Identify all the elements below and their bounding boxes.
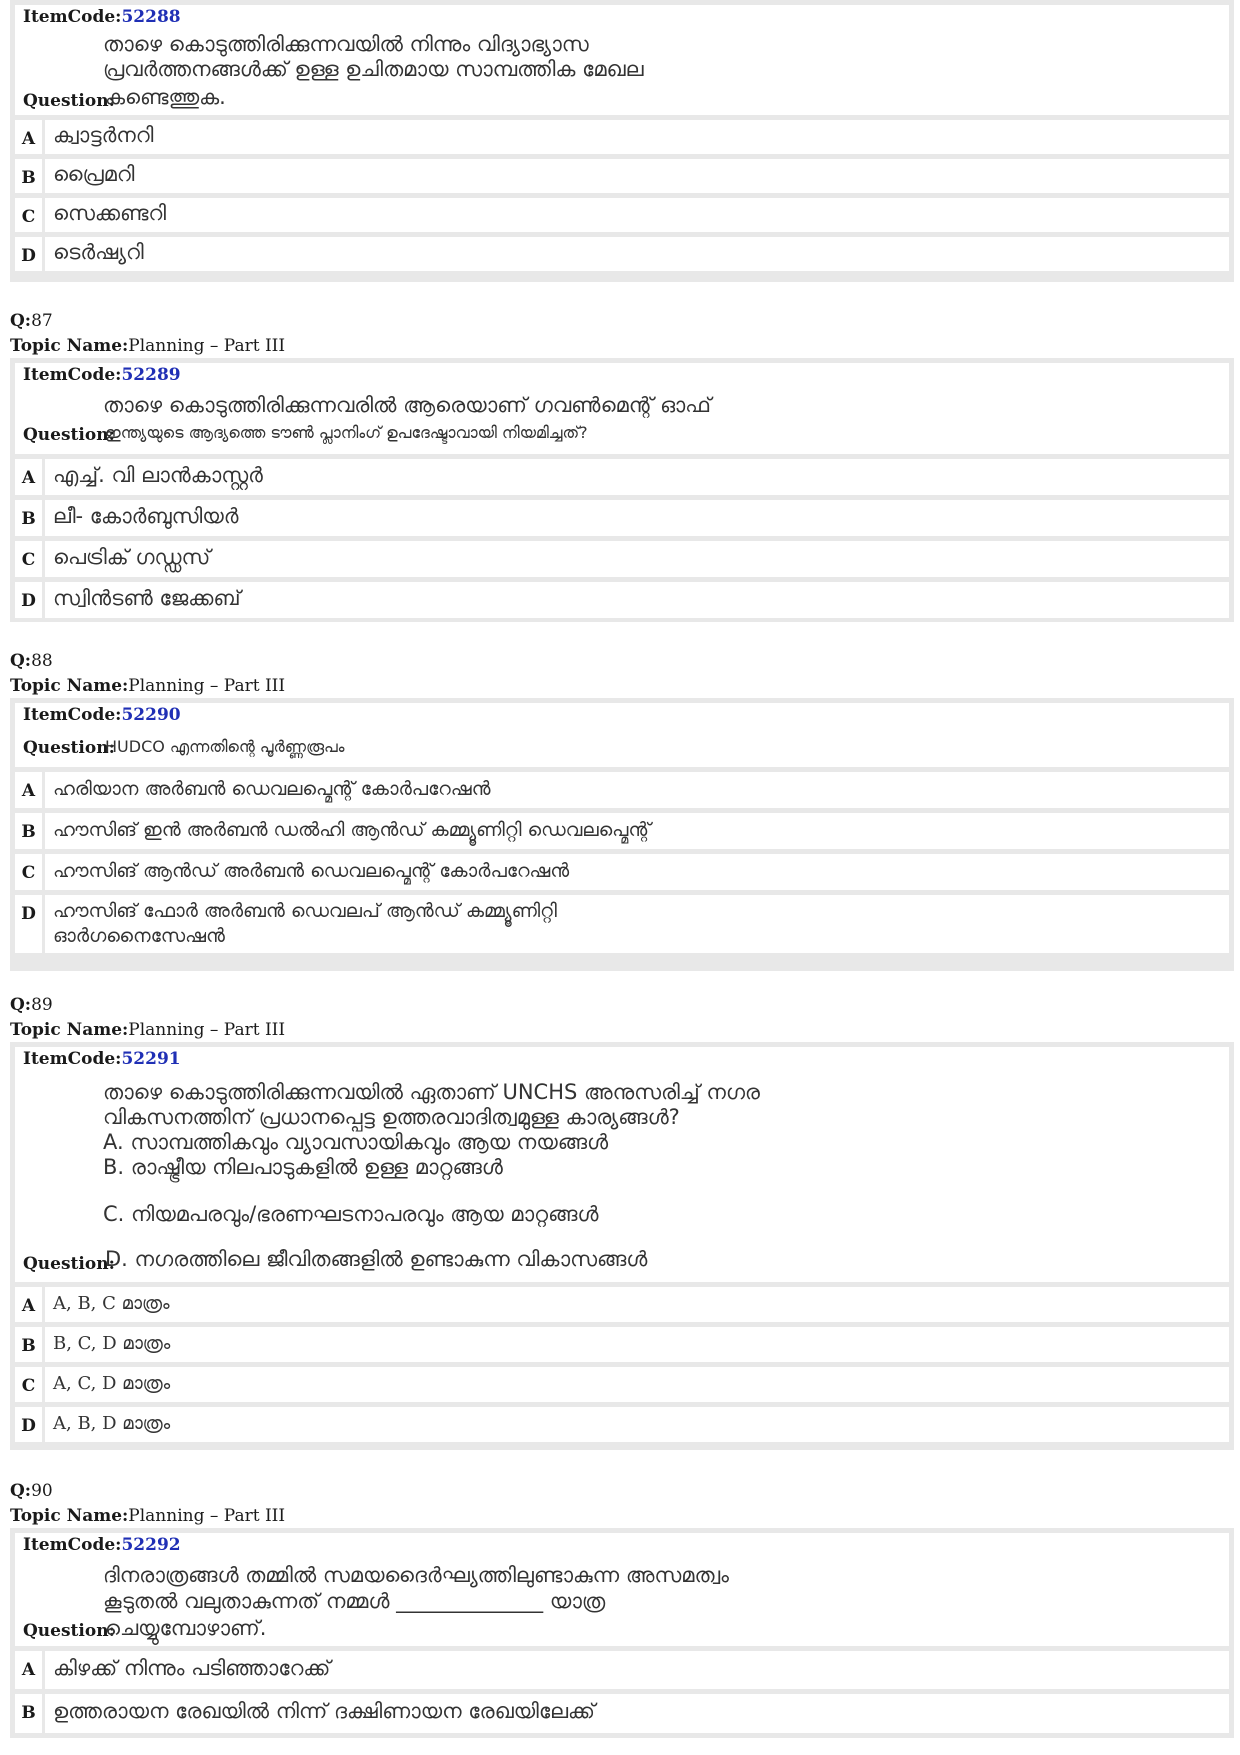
question-number: Q:89 (10, 995, 53, 1015)
topic-name: Topic Name:Planning – Part III (10, 1020, 286, 1040)
question-label: Question: (23, 425, 115, 445)
option-row[interactable] (15, 500, 1229, 536)
option-text: A, C, D മാത്രം (53, 1373, 171, 1394)
option-text: B, C, D മാത്രം (53, 1333, 171, 1354)
option-text: A, B, C മാത്രം (53, 1293, 170, 1314)
option-letter: A (15, 459, 45, 495)
option-text: ടെർഷ്യറി (53, 240, 144, 264)
option-row[interactable] (15, 120, 1229, 154)
option-row[interactable] (15, 582, 1229, 618)
item-code: ItemCode:52290 (23, 705, 181, 725)
question-line: HUDCO എന്നതിന്റെ പൂർണ്ണരൂപം (105, 737, 345, 756)
option-text: കിഴക്ക് നിന്നും പടിഞ്ഞാറേക്ക് (53, 1656, 331, 1680)
option-letter: A (15, 1651, 45, 1689)
question-line: A. സാമ്പത്തികവും വ്യാവസായികവും ആയ നയങ്ങൾ (103, 1130, 609, 1154)
question-line: താഴെ കൊടുത്തിരിക്കുന്നവരിൽ ആരെയാണ് ഗവൺമെന്റ് ഓഫ് (103, 393, 712, 417)
option-text: പെട്രിക് ഗഡ്ഡസ് (53, 545, 211, 569)
option-text: ഹൗസിങ് ഇൻ അർബൻ ഡൽഹി ആൻഡ് കമ്മ്യൂണിറ്റി ഡെവലപ്മെന്റ് (53, 819, 651, 841)
question-line: കണ്ടെത്തുക. (105, 85, 226, 109)
option-letter: B (15, 1327, 45, 1362)
question-card (10, 1042, 1234, 1450)
option-text-continued: ഓർഗനൈസേഷൻ (53, 925, 225, 947)
item-code: ItemCode:52292 (23, 1535, 181, 1555)
question-line: കൂടുതൽ വലുതാകുന്നത് നമ്മൾ ______________ യാത്ര (103, 1589, 606, 1613)
topic-name: Topic Name:Planning – Part III (10, 336, 286, 356)
option-letter: A (15, 120, 45, 154)
option-row[interactable] (15, 1327, 1229, 1362)
question-card (10, 1528, 1234, 1738)
option-text: ലീ- കോർബുസിയർ (53, 504, 239, 528)
question-line: ഇന്ത്യയുടെ ആദ്യത്തെ ടൗൺ പ്ലാനിംഗ് ഉപദേഷ്ടാവായി നിയമിച്ചത്? (105, 423, 588, 442)
question-line: C. നിയമപരവും/ഭരണഘടനാപരവും ആയ മാറ്റങ്ങൾ (103, 1202, 599, 1226)
option-letter: B (15, 813, 45, 849)
option-row[interactable] (15, 895, 1229, 953)
option-row[interactable] (15, 1407, 1229, 1442)
option-letter: C (15, 854, 45, 890)
question-line: ചെയ്യുമ്പോഴാണ്. (105, 1616, 267, 1640)
option-letter: D (15, 237, 45, 271)
question-card (10, 0, 1234, 282)
option-text: സെക്കണ്ടറി (53, 201, 167, 225)
option-letter: C (15, 541, 45, 577)
item-code: ItemCode:52289 (23, 365, 181, 385)
topic-name: Topic Name:Planning – Part III (10, 1506, 286, 1526)
question-line: B. രാഷ്ട്രീയ നിലപാടുകളിൽ ഉള്ള മാറ്റങ്ങൾ (103, 1155, 503, 1179)
option-letter: B (15, 500, 45, 536)
option-letter: C (15, 198, 45, 232)
option-row[interactable] (15, 772, 1229, 808)
question-number: Q:87 (10, 311, 53, 331)
option-text: പ്രൈമറി (53, 162, 135, 186)
question-line: താഴെ കൊടുത്തിരിക്കുന്നവയിൽ ഏതാണ് UNCHS അനുസരിച്ച് നഗര (103, 1080, 760, 1104)
question-number: Q:90 (10, 1481, 53, 1501)
option-row[interactable] (15, 1367, 1229, 1402)
question-card (10, 698, 1234, 971)
option-row[interactable] (15, 198, 1229, 232)
option-row[interactable] (15, 541, 1229, 577)
item-code: ItemCode:52288 (23, 7, 181, 27)
option-letter: D (15, 1407, 45, 1442)
option-text: A, B, D മാത്രം (53, 1413, 171, 1434)
question-stem (15, 363, 1229, 454)
option-row[interactable] (15, 1694, 1229, 1733)
option-text: ഹൗസിങ് ഫോർ അർബൻ ഡെവലപ് ആൻഡ് കമ്മ്യൂണിറ്റി (53, 900, 557, 922)
option-text: ഹരിയാന അർബൻ ഡെവലപ്മെന്റ് കോർപറേഷൻ (53, 778, 491, 800)
question-stem (15, 703, 1229, 767)
option-row[interactable] (15, 854, 1229, 890)
option-row[interactable] (15, 459, 1229, 495)
option-row[interactable] (15, 159, 1229, 193)
option-row[interactable] (15, 1287, 1229, 1322)
option-letter: D (15, 895, 45, 953)
question-line: D. നഗരത്തിലെ ജീവിതങ്ങളിൽ ഉണ്ടാകുന്ന വികാസങ്ങൾ (105, 1247, 648, 1271)
option-text: ഹൗസിങ് ആൻഡ് അർബൻ ഡെവലപ്മെന്റ് കോർപറേഷൻ (53, 860, 570, 882)
question-stem (15, 1047, 1229, 1282)
question-line: താഴെ കൊടുത്തിരിക്കുന്നവയിൽ നിന്നും വിദ്യാഭ്യാസ (103, 32, 589, 56)
question-label: Question: (23, 1621, 115, 1641)
question-number: Q:88 (10, 651, 53, 671)
option-text: സ്വിൻടൺ ജേക്കബ് (53, 586, 241, 610)
option-letter: B (15, 159, 45, 193)
option-text: ഉത്തരായന രേഖയിൽ നിന്ന് ദക്ഷിണായന രേഖയിലേക്ക് (53, 1699, 596, 1723)
item-code: ItemCode:52291 (23, 1049, 181, 1069)
question-label: Question: (23, 738, 115, 758)
question-label: Question: (23, 91, 115, 111)
option-row[interactable] (15, 237, 1229, 271)
option-letter: D (15, 582, 45, 618)
question-line: വികസനത്തിന് പ്രധാനപ്പെട്ട ഉത്തരവാദിത്വമുള്ള കാര്യങ്ങൾ? (103, 1105, 680, 1129)
option-letter: A (15, 1287, 45, 1322)
question-stem (15, 5, 1229, 115)
option-letter: C (15, 1367, 45, 1402)
option-row[interactable] (15, 1651, 1229, 1689)
question-stem (15, 1533, 1229, 1646)
option-letter: A (15, 772, 45, 808)
topic-name: Topic Name:Planning – Part III (10, 676, 286, 696)
question-line: പ്രവർത്തനങ്ങൾക്ക് ഉള്ള ഉചിതമായ സാമ്പത്തിക മേഖല (103, 57, 644, 81)
question-line: ദിനരാത്രങ്ങൾ തമ്മിൽ സമയദൈർഘ്യത്തിലുണ്ടാകുന്ന അസമത്വം (103, 1563, 729, 1587)
option-row[interactable] (15, 813, 1229, 849)
option-text: എച്ച്. വി ലാൻകാസ്റ്റർ (53, 463, 263, 487)
option-text: ക്വാട്ടർനറി (53, 123, 154, 147)
question-label: Question: (23, 1254, 115, 1274)
option-letter: B (15, 1694, 45, 1733)
question-card (10, 358, 1234, 622)
